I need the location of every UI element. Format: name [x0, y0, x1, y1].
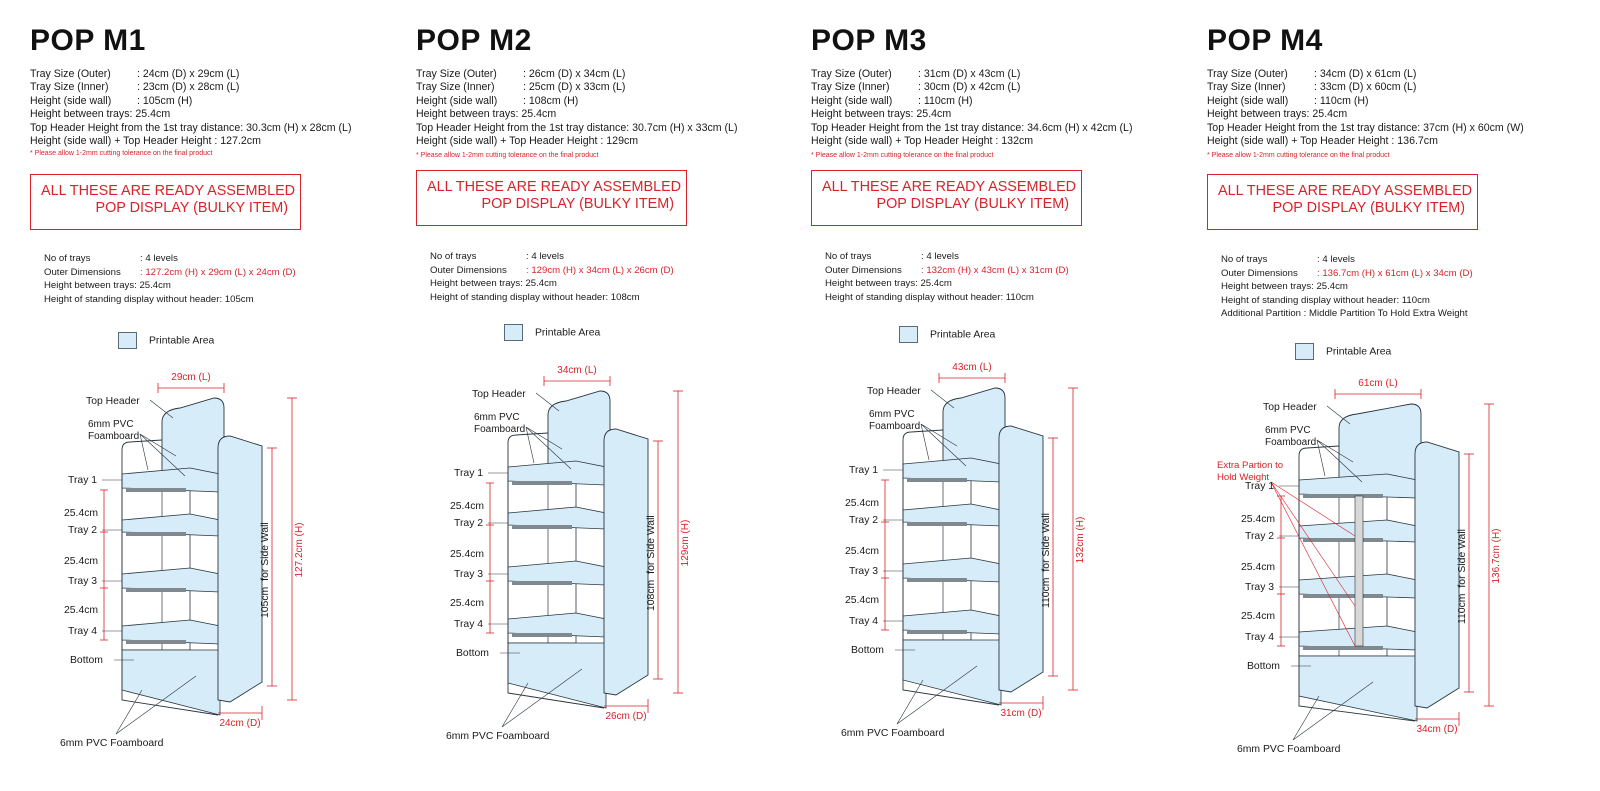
tray-gap-label: 25.4cm [64, 556, 99, 567]
banner-line: POP DISPLAY (BULKY ITEM) [876, 196, 1069, 212]
side-wall-height-dimension: 105cmfor Side Wall [260, 522, 271, 618]
display-drawing [1207, 0, 1600, 791]
model-title: POP M1 [30, 24, 146, 57]
outer-dimensions-value: : 129cm (H) x 34cm (L) x 26cm (D) [526, 264, 674, 276]
tray-gap-label: 25.4cm [450, 501, 485, 512]
width-dimension: 29cm (L) [171, 372, 211, 383]
banner-line: ALL THESE ARE READY ASSEMBLED [427, 179, 682, 195]
spec-key: Tray Size (Outer) [416, 68, 497, 80]
spec-line: Height (side wall) + Top Header Height : 129cm [416, 135, 639, 148]
bottom-label: Bottom [70, 655, 103, 666]
tray-gap-label: 25.4cm [1241, 611, 1276, 622]
spec-line: Height between trays: 25.4cm [416, 108, 557, 121]
depth-dimension: 26cm (D) [605, 711, 647, 722]
bottom-label: Bottom [456, 648, 489, 659]
legend-label: Printable Area [930, 329, 996, 341]
tolerance-note: * Please allow 1-2mm cutting tolerance on the final product [1207, 152, 1390, 159]
side-wall-height-dimension: 110cmfor Side Wall [1457, 529, 1468, 624]
tolerance-note: * Please allow 1-2mm cutting tolerance on the final product [811, 152, 994, 159]
spec-line: Top Header Height from the 1st tray distance: 37cm (H) x 60cm (W) [1207, 121, 1524, 134]
spec-key: Tray Size (Outer) [30, 68, 111, 80]
spec-line: Top Header Height from the 1st tray distance: 30.7cm (H) x 33cm (L) [416, 121, 738, 134]
width-dimension: 43cm (L) [952, 362, 992, 373]
spec-value: : 25cm (D) x 33cm (L) [523, 81, 626, 94]
tray-4-label: Tray 4 [1245, 632, 1275, 643]
side-wall [218, 436, 262, 702]
info-key: No of trays [430, 251, 477, 262]
tray-gap-label: 25.4cm [450, 549, 485, 560]
tray-gap-label: 25.4cm [64, 508, 99, 519]
top-header-label: Top Header [86, 396, 140, 407]
outer-dimensions-value: : 132cm (H) x 43cm (L) x 31cm (D) [921, 264, 1069, 276]
info-line: Height of standing display without header: 110cm [1221, 294, 1430, 306]
model-title: POP M2 [416, 24, 532, 57]
spec-line: Height (side wall) + Top Header Height : 136.7cm [1207, 135, 1438, 148]
banner-line: ALL THESE ARE READY ASSEMBLED [1218, 183, 1473, 199]
side-wall [999, 426, 1043, 692]
banner-line: POP DISPLAY (BULKY ITEM) [95, 200, 288, 216]
tray-4-label: Tray 4 [849, 616, 879, 627]
spec-value: : 30cm (D) x 42cm (L) [918, 81, 1021, 94]
legend-label: Printable Area [535, 327, 601, 339]
side-wall-height-dimension: 110cmfor Side Wall [1041, 513, 1052, 608]
tray-1-label: Tray 1 [68, 475, 98, 486]
spec-line: Height (side wall) + Top Header Height : 127.2cm [30, 135, 261, 148]
display-drawing [416, 0, 811, 791]
info-line: Height of standing display without header: 105cm [44, 293, 254, 305]
top-header-panel [162, 398, 224, 474]
shelf-drawing [446, 365, 691, 742]
outer-dimensions-value: : 136.7cm (H) x 61cm (L) x 34cm (D) [1317, 267, 1473, 279]
pvc-foamboard-label: 6mm PVC Foamboard [1237, 744, 1341, 755]
pvc-foamboard-label: 6mm PVC Foamboard [446, 731, 550, 742]
spec-key: Height (side wall) [30, 94, 112, 107]
pvc-label: Foamboard [474, 424, 526, 435]
info-value: : 4 levels [140, 253, 178, 264]
banner-line: ALL THESE ARE READY ASSEMBLED [822, 179, 1077, 195]
spec-value: : 108cm (H) [523, 94, 579, 107]
tray-1-label: Tray 1 [1245, 481, 1275, 492]
total-height-dimension: 136.7cm (H) [1491, 528, 1502, 584]
tray-3-label: Tray 3 [454, 569, 484, 580]
tray-4-label: Tray 4 [454, 619, 484, 630]
tray-gap-label: 25.4cm [64, 605, 99, 616]
spec-line: Height between trays: 25.4cm [1207, 108, 1348, 121]
pvc-label: 6mm PVC [869, 409, 915, 420]
top-header-panel [548, 391, 610, 467]
model-panel [811, 0, 1206, 791]
width-dimension: 61cm (L) [1358, 378, 1398, 389]
bottom-label: Bottom [851, 645, 884, 656]
side-wall-height-dimension: 108cmfor Side Wall [646, 515, 657, 611]
model-panel [30, 0, 425, 791]
pvc-label: Foamboard [869, 421, 921, 432]
banner-line: ALL THESE ARE READY ASSEMBLED [41, 183, 296, 199]
spec-value: : 24cm (D) x 29cm (L) [137, 68, 240, 80]
spec-value: : 105cm (H) [137, 94, 193, 107]
info-line: Height between trays: 25.4cm [44, 280, 171, 292]
model-panel [416, 0, 811, 791]
tray-3-label: Tray 3 [68, 576, 98, 587]
info-value: : 4 levels [921, 251, 959, 262]
bottom-panel [903, 640, 1001, 705]
legend-label: Printable Area [1326, 346, 1392, 358]
top-header-label: Top Header [1263, 402, 1317, 413]
pvc-label: Foamboard [1265, 437, 1317, 448]
spec-key: Height (side wall) [1207, 94, 1289, 107]
bottom-label: Bottom [1247, 661, 1280, 672]
spec-key: Height (side wall) [811, 94, 893, 107]
total-height-dimension: 127.2cm (H) [294, 522, 305, 578]
model-title: POP M3 [811, 24, 927, 57]
info-key: Outer Dimensions [825, 264, 902, 276]
display-drawing [811, 0, 1206, 791]
spec-line: Height between trays: 25.4cm [811, 108, 952, 121]
depth-dimension: 34cm (D) [1416, 724, 1458, 735]
info-key: Outer Dimensions [44, 266, 121, 278]
tolerance-note: * Please allow 1-2mm cutting tolerance on the final product [416, 152, 599, 159]
tray-gap-label: 25.4cm [1241, 562, 1276, 573]
pvc-label: Foamboard [88, 431, 140, 442]
spec-line: Top Header Height from the 1st tray distance: 34.6cm (H) x 42cm (L) [811, 121, 1133, 134]
pvc-label: 6mm PVC [474, 412, 520, 423]
tray-gap-label: 25.4cm [845, 595, 880, 606]
bottom-panel [122, 650, 220, 715]
outer-dimensions-value: : 127.2cm (H) x 29cm (L) x 24cm (D) [140, 266, 296, 278]
tray-gap-label: 25.4cm [1241, 514, 1276, 525]
info-value: : 4 levels [1317, 254, 1355, 265]
bottom-panel [508, 643, 606, 708]
spec-key: Tray Size (Inner) [1207, 81, 1286, 94]
tray-3-label: Tray 3 [849, 566, 879, 577]
info-line: Additional Partition : Middle Partition To Hold Extra Weight [1221, 308, 1468, 320]
info-key: No of trays [1221, 254, 1268, 265]
spec-value: : 33cm (D) x 60cm (L) [1314, 81, 1417, 94]
total-height-dimension: 129cm (H) [680, 519, 691, 567]
total-height-dimension: 132cm (H) [1075, 516, 1086, 564]
info-line: Height between trays: 25.4cm [825, 278, 952, 290]
info-line: Height of standing display without header: 108cm [430, 291, 640, 303]
pvc-label: 6mm PVC [1265, 425, 1311, 436]
spec-value: : 110cm (H) [918, 94, 973, 107]
tray-3-label: Tray 3 [1245, 582, 1275, 593]
spec-value: : 26cm (D) x 34cm (L) [523, 68, 626, 80]
tray-1-label: Tray 1 [849, 465, 879, 476]
info-line: Height of standing display without header: 110cm [825, 291, 1034, 303]
tray-2-label: Tray 2 [1245, 531, 1275, 542]
spec-key: Tray Size (Inner) [30, 81, 109, 94]
tolerance-note: * Please allow 1-2mm cutting tolerance on the final product [30, 150, 213, 157]
pvc-foamboard-label: 6mm PVC Foamboard [841, 728, 945, 739]
info-line: Height between trays: 25.4cm [1221, 281, 1348, 293]
tray-2-label: Tray 2 [849, 515, 879, 526]
bottom-panel [1299, 656, 1417, 721]
spec-value: : 34cm (D) x 61cm (L) [1314, 68, 1417, 80]
spec-key: Height (side wall) [416, 94, 498, 107]
tray-1-label: Tray 1 [454, 468, 484, 479]
middle-partition [1355, 496, 1363, 646]
info-key: No of trays [825, 251, 872, 262]
info-line: Height between trays: 25.4cm [430, 278, 557, 290]
info-value: : 4 levels [526, 251, 564, 262]
pvc-foamboard-label: 6mm PVC Foamboard [60, 738, 164, 749]
top-header-label: Top Header [867, 386, 921, 397]
model-title: POP M4 [1207, 24, 1323, 57]
shelf-drawing [841, 362, 1086, 739]
info-key: Outer Dimensions [1221, 267, 1298, 279]
depth-dimension: 24cm (D) [219, 718, 261, 729]
tray-gap-label: 25.4cm [450, 598, 485, 609]
tray-2-label: Tray 2 [68, 525, 98, 536]
spec-key: Tray Size (Outer) [811, 68, 892, 80]
legend-label: Printable Area [149, 335, 215, 347]
side-wall [604, 429, 648, 695]
width-dimension: 34cm (L) [557, 365, 597, 376]
shelf-drawing [60, 372, 305, 749]
spec-value: : 23cm (D) x 28cm (L) [137, 81, 240, 94]
side-wall [1415, 442, 1459, 708]
depth-dimension: 31cm (D) [1000, 708, 1042, 719]
shelf-drawing [1217, 378, 1502, 755]
tray-2-label: Tray 2 [454, 518, 484, 529]
info-key: Outer Dimensions [430, 264, 507, 276]
spec-key: Tray Size (Inner) [416, 81, 495, 94]
tray-gap-label: 25.4cm [845, 498, 880, 509]
spec-line: Height (side wall) + Top Header Height : 132cm [811, 135, 1034, 148]
spec-key: Tray Size (Inner) [811, 81, 890, 94]
banner-line: POP DISPLAY (BULKY ITEM) [481, 196, 674, 212]
tray-4-label: Tray 4 [68, 626, 98, 637]
spec-value: : 31cm (D) x 43cm (L) [918, 68, 1021, 80]
info-key: No of trays [44, 253, 91, 264]
spec-line: Height between trays: 25.4cm [30, 108, 171, 121]
extra-partition-label: Hold Weight [1217, 472, 1270, 483]
model-panel [1207, 0, 1600, 791]
spec-line: Top Header Height from the 1st tray distance: 30.3cm (H) x 28cm (L) [30, 121, 352, 134]
top-header-panel [943, 388, 1005, 464]
top-header-panel [1339, 404, 1421, 480]
banner-line: POP DISPLAY (BULKY ITEM) [1272, 200, 1465, 216]
spec-value: : 110cm (H) [1314, 94, 1369, 107]
spec-key: Tray Size (Outer) [1207, 68, 1288, 80]
extra-partition-label: Extra Partion to [1217, 460, 1284, 471]
top-header-label: Top Header [472, 389, 526, 400]
pvc-label: 6mm PVC [88, 419, 134, 430]
display-drawing [30, 0, 425, 791]
tray-gap-label: 25.4cm [845, 546, 880, 557]
